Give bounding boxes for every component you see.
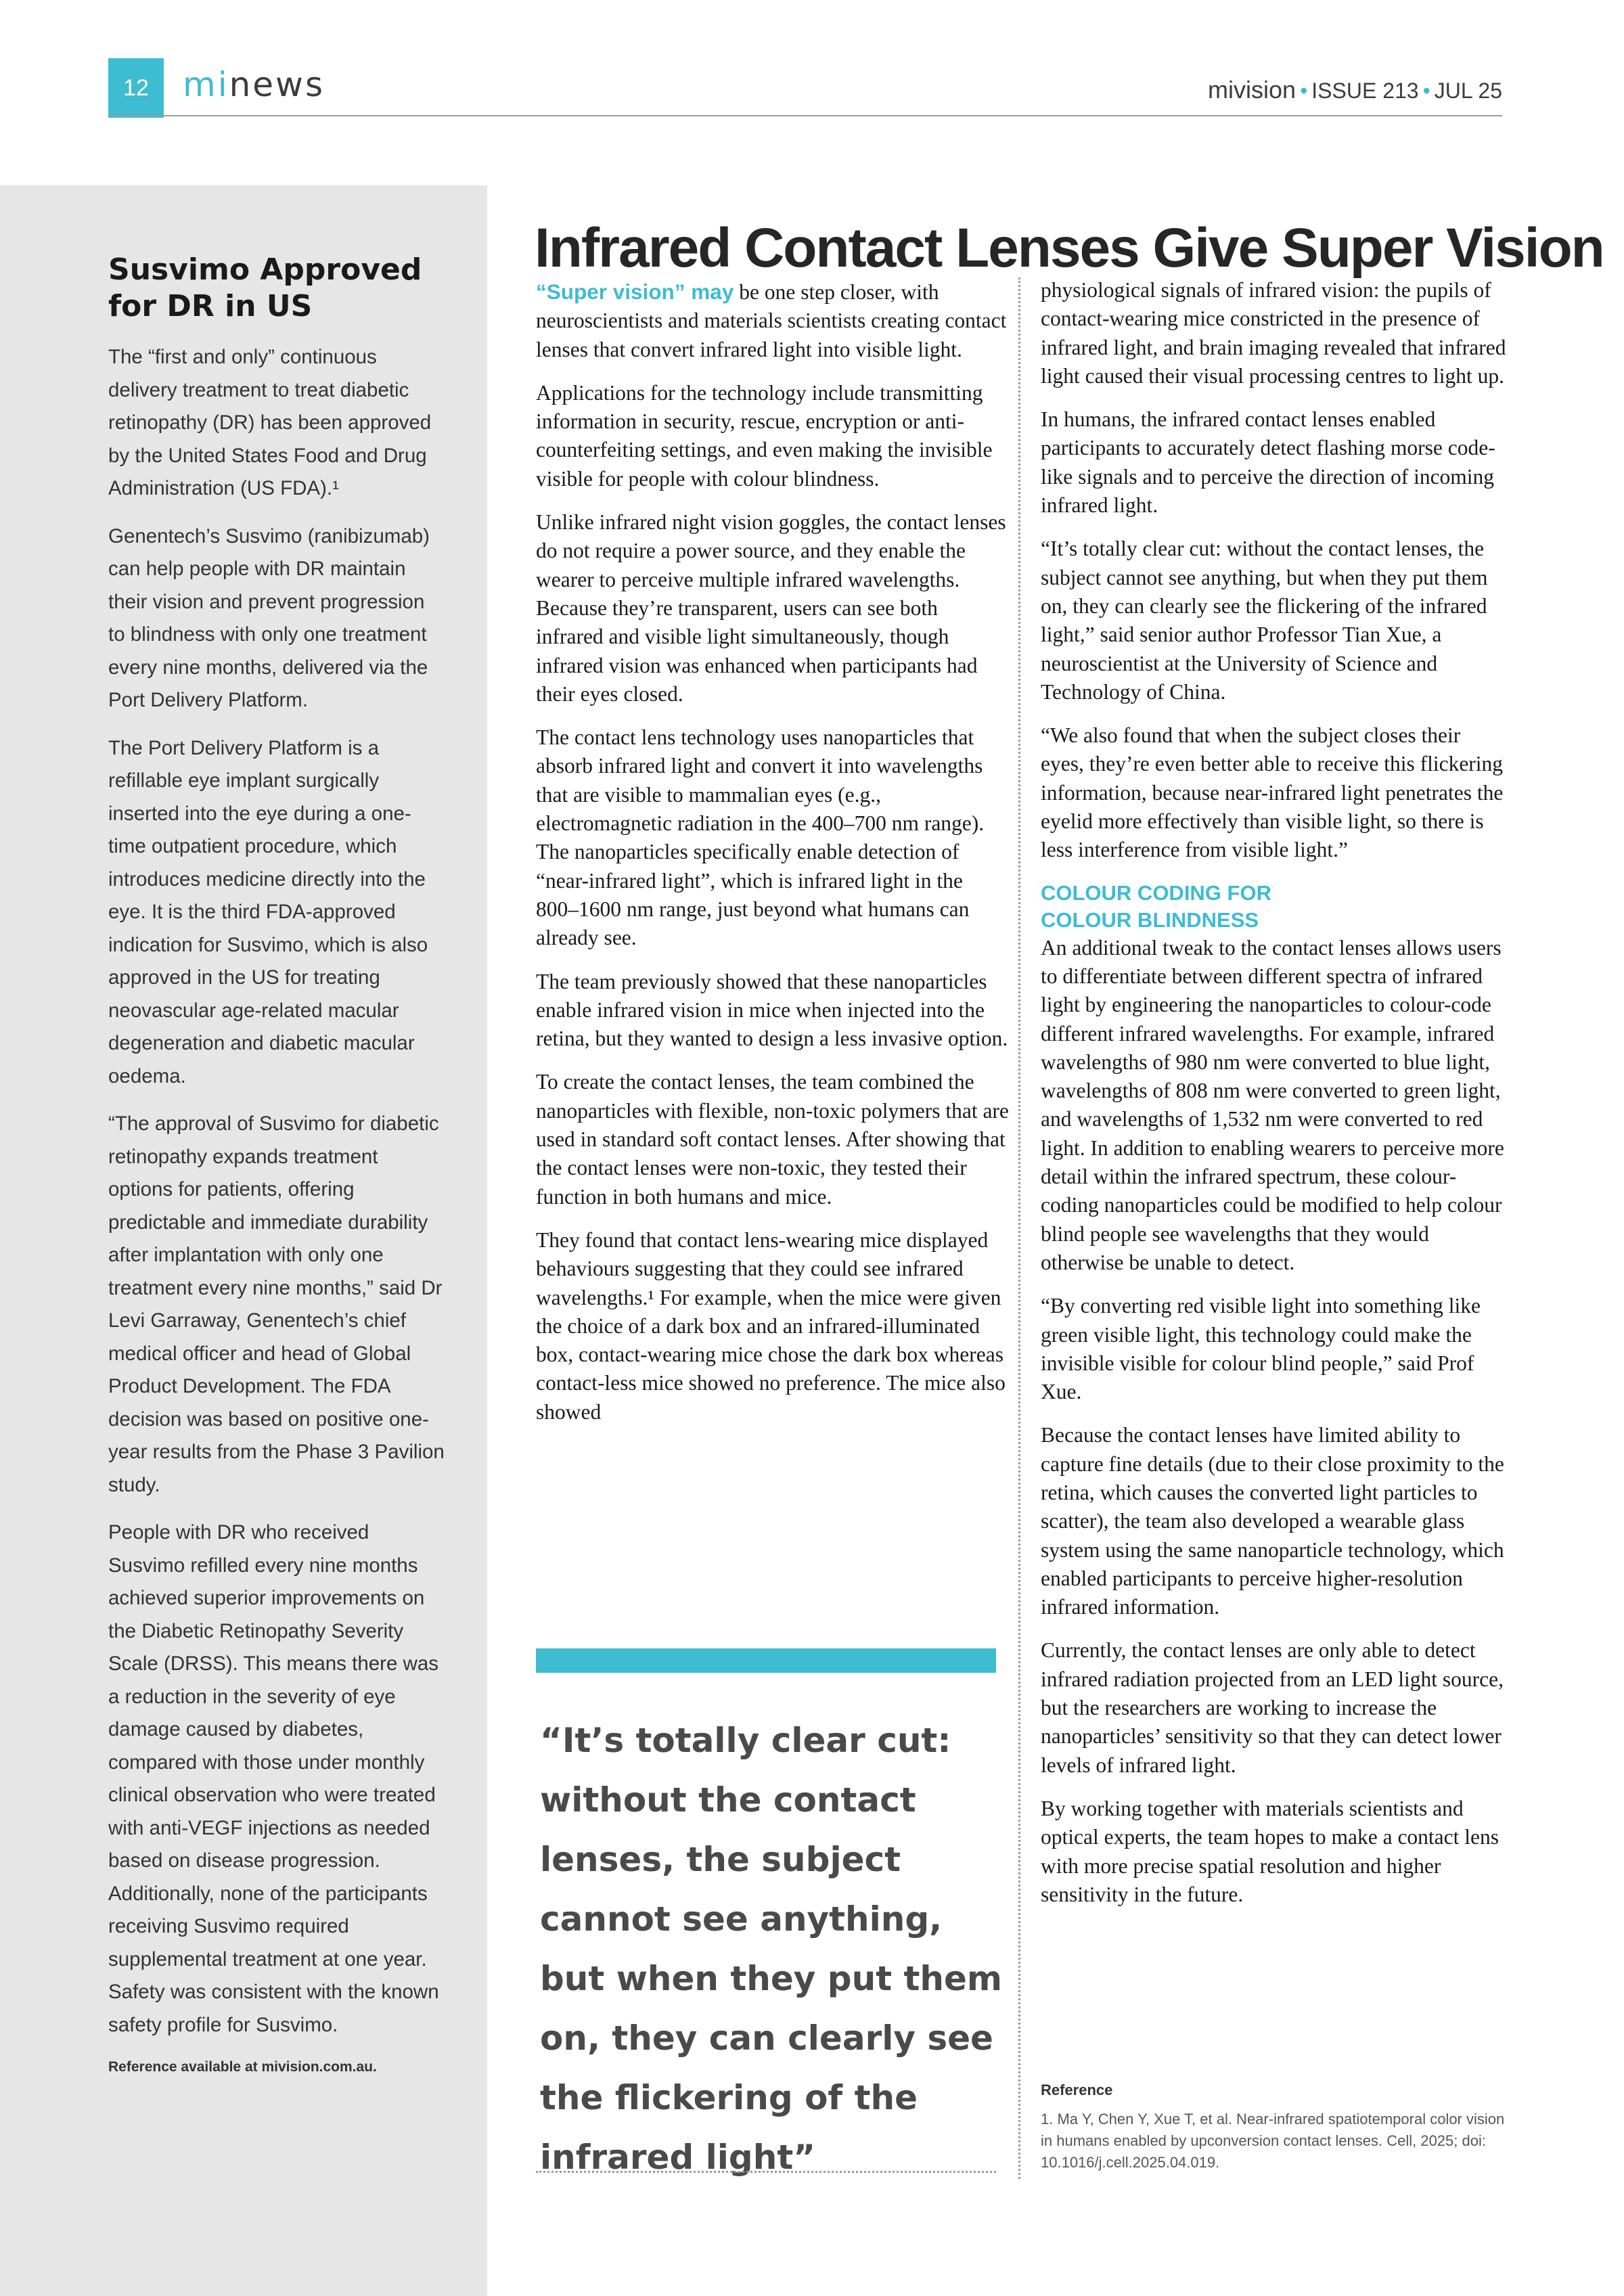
sidebar-reference: Reference available at mivision.com.au. xyxy=(108,2059,377,2075)
sidebar-paragraph: Genentech’s Susvimo (ranibizumab) can help people with DR maintain their vision and prevent progression to blindness with only one treatment every nine months, delivered via the Port Delivery Platform. xyxy=(108,524,430,711)
sidebar-title: Susvimo Approved for DR in US xyxy=(108,252,422,323)
subheading-line: COLOUR CODING FOR xyxy=(1041,880,1271,905)
sidebar-paragraph: People with DR who received Susvimo refilled every nine months achieved superior improvements on the Diabetic Retinopathy Severity Scale (DRSS). This means there was a reduction in the severity of eye damage caused by diabetes, compared with those under monthly clinical observation who were treated with anti-VEGF injections as needed based on disease progression. Additionally, none of the participants receiving Susvimo required supplemental treatment at one year. Safety was consistent with the known safety profile for Susvimo. xyxy=(108,1521,439,2036)
page-number: 12 xyxy=(108,58,164,118)
article-paragraph: “We also found that when the subject closes their eyes, they’re even better able to receive this flickering information, because near-infrared light penetrates the eyelid more effectively than visible light, so there is less interference from visible light.” xyxy=(1041,723,1504,862)
article-lead: “Super vision” may xyxy=(536,279,734,304)
reference-label: Reference xyxy=(1041,2081,1113,2098)
article-column-2 xyxy=(1041,276,1508,1924)
header-divider xyxy=(108,115,1502,116)
section-logo xyxy=(183,65,325,104)
article-subheading xyxy=(1041,880,1508,934)
article-paragraph: By working together with materials scientists and optical experts, the team hopes to make a contact lens with more precise spatial resolution and higher sensitivity in the future. xyxy=(1041,1796,1499,1906)
article-paragraph-text: be one step closer, with neuroscientists and materials scientists creating contact lenses that convert infrared light into visible light. xyxy=(536,280,1007,361)
sidebar xyxy=(0,185,487,2296)
section-logo-prefix: mi xyxy=(183,65,229,104)
pullquote: “It’s totally clear cut: without the contact lenses, the subject cannot see anything, but when they put them on, they can clearly see the flickering of the infrared light” xyxy=(540,1721,1003,2177)
article-paragraph: An additional tweak to the contact lenses allows users to differentiate between different spectra of infrared light by engineering the nanoparticles to colour-code different infrared wavelengths. For example, infrared wavelengths of 980 nm were converted to blue light, wavelengths of 808 nm were converted to green light, and wavelengths of 1,532 nm were converted to red light. In addition to enabling wearers to perceive more detail within the infrared spectrum, these colour-coding nanoparticles could be modified to help colour blind people see wavelengths that they would otherwise be unable to detect. xyxy=(1041,935,1504,1274)
separator: • xyxy=(1300,78,1308,103)
pullquote-accent-bar xyxy=(536,1648,996,1673)
article-column-1 xyxy=(536,277,1010,1441)
article-paragraph: They found that contact lens-wearing mice displayed behaviours suggesting that they could see infrared wavelengths.¹ For example, when the mice were given the choice of a dark box and an infrared-illuminated box, contact-wearing mice chose the dark box whereas contact-less mice showed no preference. The mice also showed xyxy=(536,1228,1006,1424)
sidebar-content xyxy=(108,252,447,2075)
article-paragraph: To create the contact lenses, the team combined the nanoparticles with flexible, non-toxic polymers that are used in standard soft contact lenses. After showing that the contact lenses were non-toxic, they tested their function in both humans and mice. xyxy=(536,1070,1009,1209)
article-paragraph: physiological signals of infrared vision: the pupils of contact-wearing mice constricted in the presence of infrared light, and brain imaging revealed that infrared light caused their visual processing centres to light up. xyxy=(1041,278,1506,388)
article-paragraph: Unlike infrared night vision goggles, the contact lenses do not require a power source, and they enable the wearer to perceive multiple infrared wavelengths. Because they’re transparent, users can see both infrared and visible light simultaneously, though infrared vision was enhanced when participants had their eyes closed. xyxy=(536,510,1006,706)
issue-info xyxy=(1208,76,1502,104)
article-paragraph: Applications for the technology include transmitting information in security, rescue, encryption or anti-counterfeiting settings, and even making the invisible visible for people with colour blindness. xyxy=(536,380,993,491)
section-logo-suffix: news xyxy=(229,65,325,104)
article-paragraph: The team previously showed that these nanoparticles enable infrared vision in mice when injected into the retina, but they wanted to design a less invasive option. xyxy=(536,969,1008,1051)
article-paragraph: “By converting red visible light into something like green visible light, this technology could make the invisible visible for colour blind people,” said Prof Xue. xyxy=(1041,1294,1481,1404)
pullquote-divider xyxy=(536,2171,996,2173)
article-paragraph: “It’s totally clear cut: without the contact lenses, the subject cannot see anything, but when they put them on, they can clearly see the flickering of the infrared light,” said senior author Professor Tian Xue, a neuroscientist at the University of Science and Technology of China. xyxy=(1041,537,1488,704)
issue-number: ISSUE 213 xyxy=(1311,78,1419,103)
article-headline: Infrared Contact Lenses Give Super Vision xyxy=(535,217,1604,279)
article-paragraph: Because the contact lenses have limited ability to capture fine details (due to their close proximity to the retina, which causes the converted light particles to scatter), the team also developed a wearable glass system using the same nanoparticle technology, which enabled participants to perceive higher-resolution infrared information. xyxy=(1041,1423,1504,1619)
subheading-line: COLOUR BLINDNESS xyxy=(1041,907,1259,932)
article-paragraph: In humans, the infrared contact lenses enabled participants to accurately detect flashing morse code-like signals and to perceive the direction of incoming infrared light. xyxy=(1041,407,1495,518)
sidebar-paragraph: “The approval of Susvimo for diabetic retinopathy expands treatment options for patients, offering predictable and immediate durability after implantation with only one treatment every nine months,” said Dr Levi Garraway, Genentech’s chief medical officer and head of Global Product Development. The FDA decision was based on positive one-year results from the Phase 3 Pavilion study. xyxy=(108,1112,445,1496)
article-paragraph: The contact lens technology uses nanoparticles that absorb infrared light and convert it into wavelengths that are visible to mammalian eyes (e.g., electromagnetic radiation in the 400–700 nm range). The nanoparticles specifically enable detection of “near-infrared light”, which is infrared light in the 800–1600 nm range, just beyond what humans can already see. xyxy=(536,725,985,950)
column-divider xyxy=(1018,277,1020,2179)
issue-date: JUL 25 xyxy=(1434,78,1502,103)
article-paragraph: Currently, the contact lenses are only able to detect infrared radiation projected from an LED light source, but the researchers are working to increase the nanoparticles’ sensitivity so that they can detect lower levels of infrared light. xyxy=(1041,1638,1504,1777)
sidebar-paragraph: The “first and only” continuous delivery treatment to treat diabetic retinopathy (DR) has been approved by the United States Food and Drug Administration (US FDA).¹ xyxy=(108,346,432,499)
article-paragraph xyxy=(536,277,1010,364)
magazine-name: mivision xyxy=(1208,76,1296,104)
reference-citation: 1. Ma Y, Chen Y, Xue T, et al. Near-infrared spatiotemporal color vision in humans enabled by upconversion contact lenses. Cell, 2025; doi: 10.1016/j.cell.2025.04.019. xyxy=(1041,2111,1505,2171)
sidebar-paragraph: The Port Delivery Platform is a refillable eye implant surgically inserted into the eye during a one-time outpatient procedure, which introduces medicine directly into the eye. It is the third FDA-approved indication for Susvimo, which is also approved in the US for treating neovascular age-related macular degeneration and diabetic macular oedema. xyxy=(108,736,428,1087)
separator: • xyxy=(1422,78,1430,103)
